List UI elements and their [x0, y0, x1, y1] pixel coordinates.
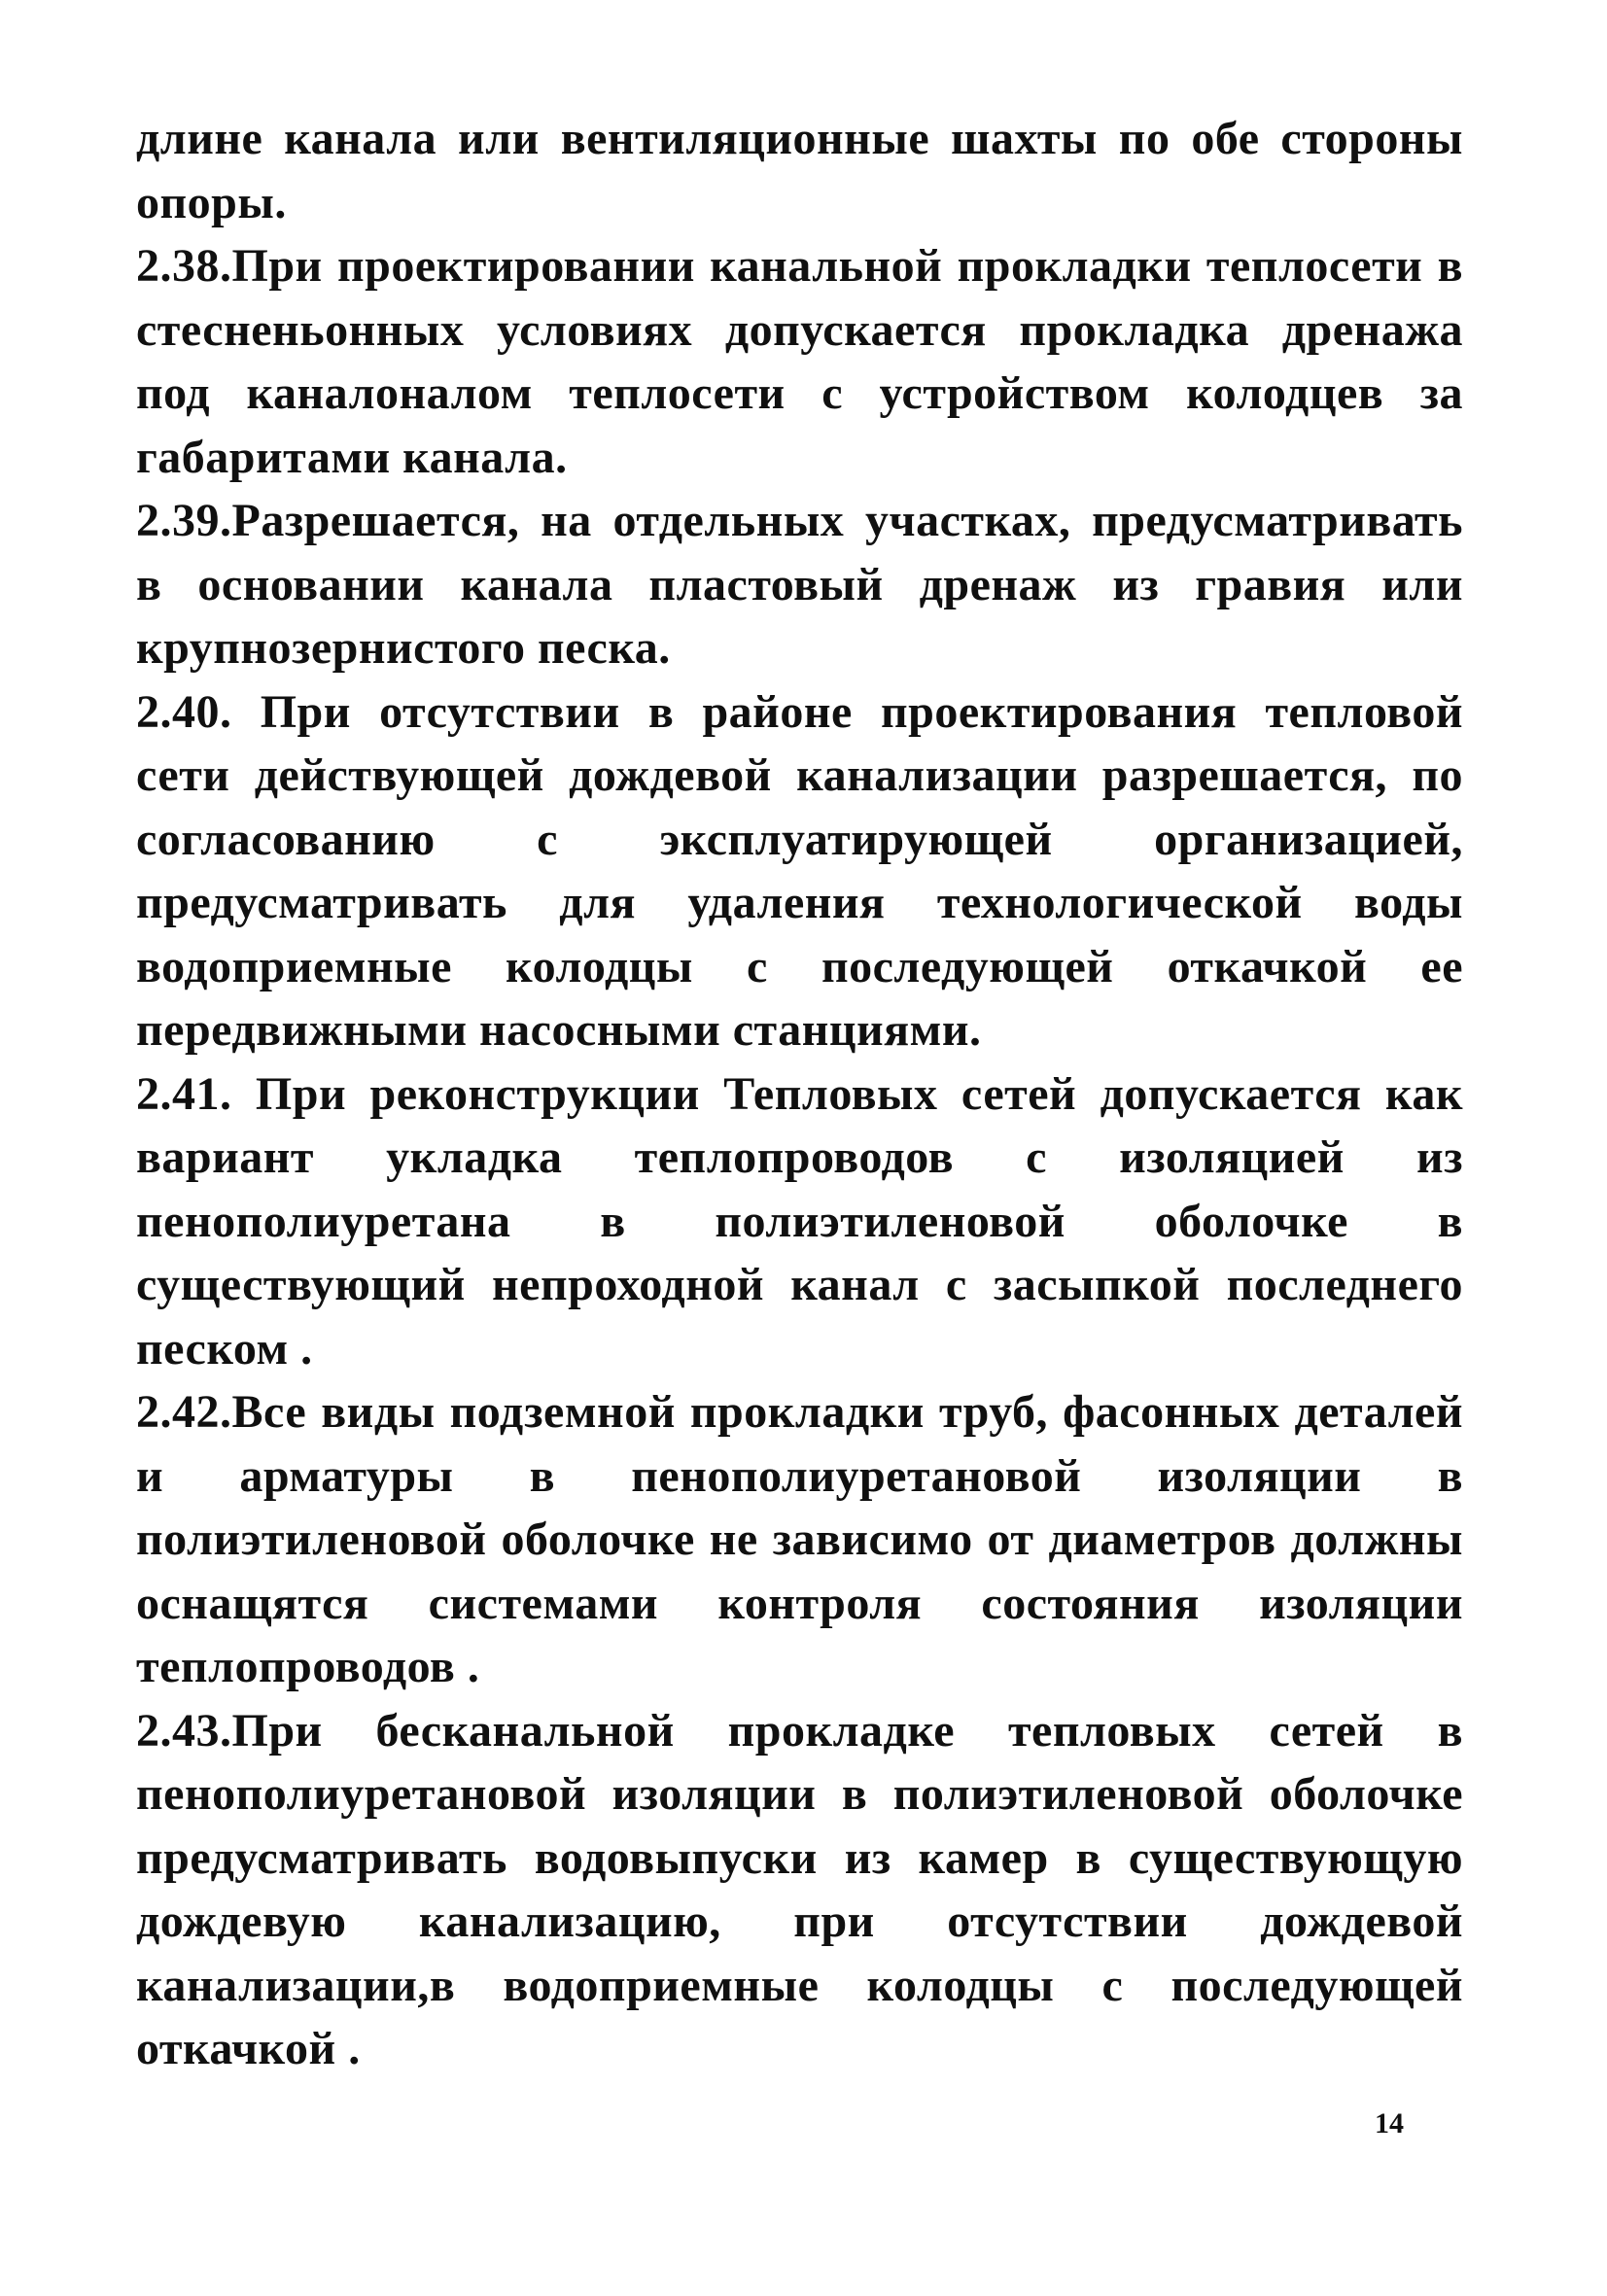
paragraph-2-42: 2.42.Все виды подземной прокладки труб, фасонных деталей и арматуры в пенополиуретановой изоляции в полиэтиленовой оболочке не зависимо от диаметров должны оснащятся системами контроля состояния изоляции теплопроводов . — [136, 1386, 1463, 1692]
paragraph-2-43: 2.43.При бесканальной прокладке тепловых сетей в пенополиуретановой изоляции в полиэтиленовой оболочке предусматривать водовыпуски из камер в существующую дождевую канализацию, при отсутствии дождевой канализации,в водоприемные колодцы с последующей откачкой . — [136, 1704, 1463, 2074]
body-text — [136, 107, 1463, 2081]
page-number: 14 — [1375, 2107, 1404, 2139]
paragraph-2-38: 2.38.При проектировании канальной прокладки теплосети в стесненьонных условиях допускается прокладка дренажа под каналоналом теплосети с устройством колодцев за габаритами канала. — [136, 240, 1463, 483]
paragraph-2-41: 2.41. При реконструкции Тепловых сетей допускается как вариант укладка теплопроводов с изоляцией из пенополиуретана в полиэтиленовой оболочке в существующий непроходной канал с засыпкой последнего песком . — [136, 1067, 1463, 1374]
paragraph-2-39: 2.39.Разрешается, на отдельных участках, предусматривать в основании канала пластовый дренаж из гравия или крупнозернистого песка. — [136, 495, 1463, 674]
paragraph-continuation: длине канала или вентиляционные шахты по обе стороны опоры. — [136, 113, 1463, 228]
paragraph-2-40: 2.40. При отсутствии в районе проектирования тепловой сети действующей дождевой канализации разрешается, по согласованию с эксплуатирующей организацией, предусматривать для удаления технологической воды водоприемные колодцы с последующей откачкой ее передвижными насосными станциями. — [136, 685, 1463, 1056]
